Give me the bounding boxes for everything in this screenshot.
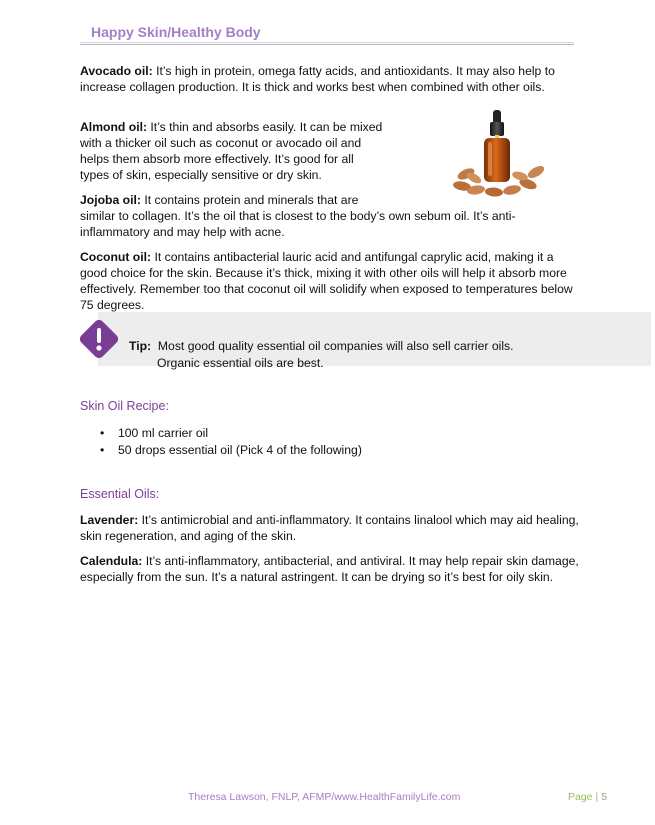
page-number: 5	[601, 791, 608, 803]
jojoba-oil-label: Jojoba oil:	[80, 193, 141, 207]
footer-page-number	[568, 791, 607, 803]
coconut-oil-label: Coconut oil:	[80, 250, 152, 264]
tip-label: Tip:	[129, 339, 152, 353]
almond-oil-line-1: It’s thin and absorbs easily. It can be mixed	[150, 120, 383, 134]
calendula-label: Calendula:	[80, 554, 143, 568]
header-divider	[80, 42, 574, 43]
essential-oils-heading: Essential Oils:	[80, 487, 160, 501]
tip-text	[129, 338, 629, 372]
page-separator: |	[595, 791, 599, 803]
lavender-paragraph	[80, 512, 582, 544]
avocado-oil-text: It’s high in protein, omega fatty acids, and antioxidants. It may also help to increase collagen production. It is thick and works best when combined with other oils.	[80, 64, 555, 94]
avocado-oil-label: Avocado oil:	[80, 64, 153, 78]
lavender-text: It’s antimicrobial and anti-inflammatory. It contains linalool which may aid healing, skin regeneration, and aging of the skin.	[80, 513, 579, 543]
oil-bottle-with-almonds-image	[452, 108, 548, 200]
tip-line-2: Organic essential oils are best.	[157, 356, 324, 370]
jojoba-oil-text: similar to collagen. It’s the oil that is closest to the body’s own sebum oil. It’s anti-inflammatory and may help with acne.	[80, 209, 516, 239]
page-label: Page	[568, 791, 593, 803]
coconut-oil-text: It contains antibacterial lauric acid and antifungal caprylic acid, making it a good choice for the skin. Because it’s thick, mixing it with other oils will help it absorb more effectively. Remember too that coconut oil will solidify when exposed to temperatures below 75 degrees.	[80, 250, 573, 312]
footer-author: Theresa Lawson, FNLP, AFMP/www.HealthFamilyLife.com	[188, 791, 461, 803]
lavender-label: Lavender:	[80, 513, 139, 527]
avocado-oil-paragraph	[80, 63, 582, 95]
recipe-item: • 100 ml carrier oil	[100, 425, 362, 442]
warning-exclamation-icon	[76, 316, 122, 362]
coconut-oil-paragraph	[80, 249, 582, 313]
almond-oil-line-2: with a thicker oil such as coconut or avocado oil and	[80, 136, 362, 150]
header-title: Happy Skin/Healthy Body	[91, 24, 261, 40]
jojoba-oil-paragraph	[80, 192, 582, 240]
calendula-text: It’s anti-inflammatory, antibacterial, and antiviral. It may help repair skin damage, especially from the sun. It’s a natural astringent. It can be drying so it’s best for oily skin.	[80, 554, 579, 584]
calendula-paragraph	[80, 553, 582, 585]
jojoba-oil-line-1: It contains protein and minerals that are	[144, 193, 359, 207]
almond-oil-line-3: helps them absorb more effectively. It’s good for all	[80, 152, 354, 166]
almond-oil-line-4: types of skin, especially sensitive or dry skin.	[80, 168, 322, 182]
recipe-item: • 50 drops essential oil (Pick 4 of the following)	[100, 442, 362, 459]
recipe-list	[100, 425, 362, 459]
almond-oil-paragraph	[80, 119, 420, 183]
almond-oil-label: Almond oil:	[80, 120, 148, 134]
tip-line-1: Most good quality essential oil companies will also sell carrier oils.	[157, 339, 514, 353]
recipe-heading: Skin Oil Recipe:	[80, 399, 169, 413]
